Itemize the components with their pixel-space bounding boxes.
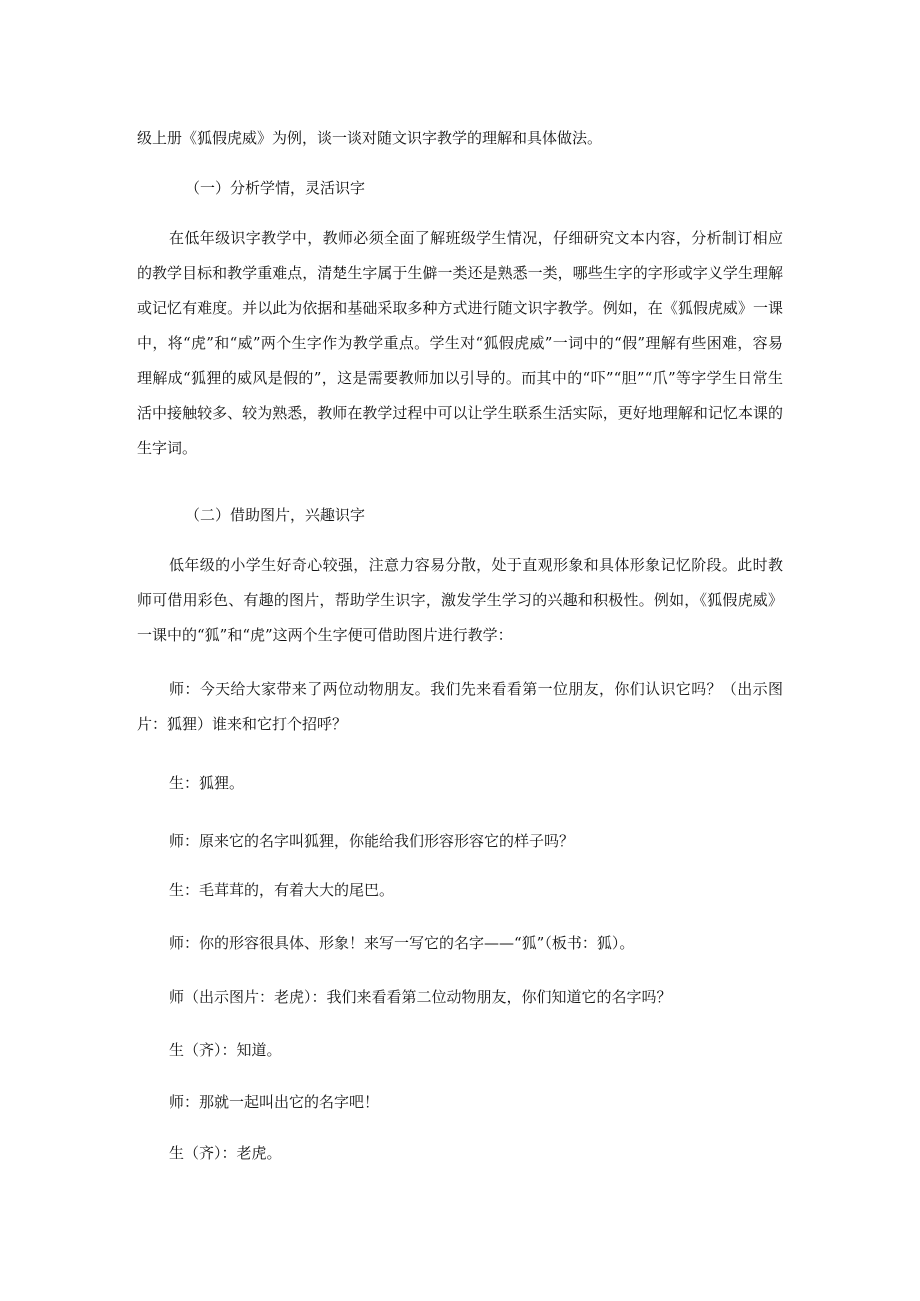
section-heading-2: （二）借助图片，兴趣识字 <box>185 506 366 524</box>
section-paragraph-2: 低年级的小学生好奇心较强，注意力容易分散，处于直观形象和具体形象记忆阶段。此时教师可借用彩色、有趣的图片，帮助学生识字，激发学生学习的兴趣和积极性。例如，《狐假虎威》一课中的“狐”和“虎”这两个生字便可借助图片进行教学： <box>137 556 783 644</box>
section-heading-1: （一）分析学情，灵活识字 <box>185 179 366 197</box>
dialogue-line: 生（齐）：知道。 <box>169 1041 282 1059</box>
dialogue-line: 师：那就一起叫出它的名字吧！ <box>169 1093 380 1111</box>
dialogue-line: 生：狐狸。 <box>169 774 245 792</box>
dialogue-line: 生：毛茸茸的，有着大大的尾巴。 <box>169 881 395 899</box>
section-paragraph-1: 在低年级识字教学中，教师必须全面了解班级学生情况，仔细研究文本内容，分析制订相应的教学目标和教学重难点，清楚生字属于生僻一类还是熟悉一类，哪些生字的字形或字义学生理解或记忆有难度。并以此为依据和基础采取多种方式进行随文识字教学。例如，在《狐假虎威》一课中，将“虎”和“威”两个生字作为教学重点。学生对“狐假虎威”一词中的“假”理解有些困难，容易理解成“狐狸的威风是假的”，这是需要教师加以引导的。而其中的“吓”“胆”“爪”等字学生日常生活中接触较多、较为熟悉，教师在教学过程中可以让学生联系生活实际，更好地理解和记忆本课的生字词。 <box>137 229 783 457</box>
dialogue-line: 师：原来它的名字叫狐狸，你能给我们形容形容它的样子吗？ <box>169 832 575 850</box>
continuation-line: 级上册《狐假虎威》为例，谈一谈对随文识字教学的理解和具体做法。 <box>137 129 603 147</box>
dialogue-line: 生（齐）：老虎。 <box>169 1144 282 1162</box>
dialogue-line: 师：你的形容很具体、形象！来写一写它的名字——“狐”（板书：狐）。 <box>169 934 635 952</box>
dialogue-line: 师：今天给大家带来了两位动物朋友。我们先来看看第一位朋友，你们认识它吗？（出示图片：狐狸）谁来和它打个招呼？ <box>137 680 783 733</box>
dialogue-line: 师（出示图片：老虎）：我们来看看第二位动物朋友，你们知道它的名字吗？ <box>169 988 672 1006</box>
